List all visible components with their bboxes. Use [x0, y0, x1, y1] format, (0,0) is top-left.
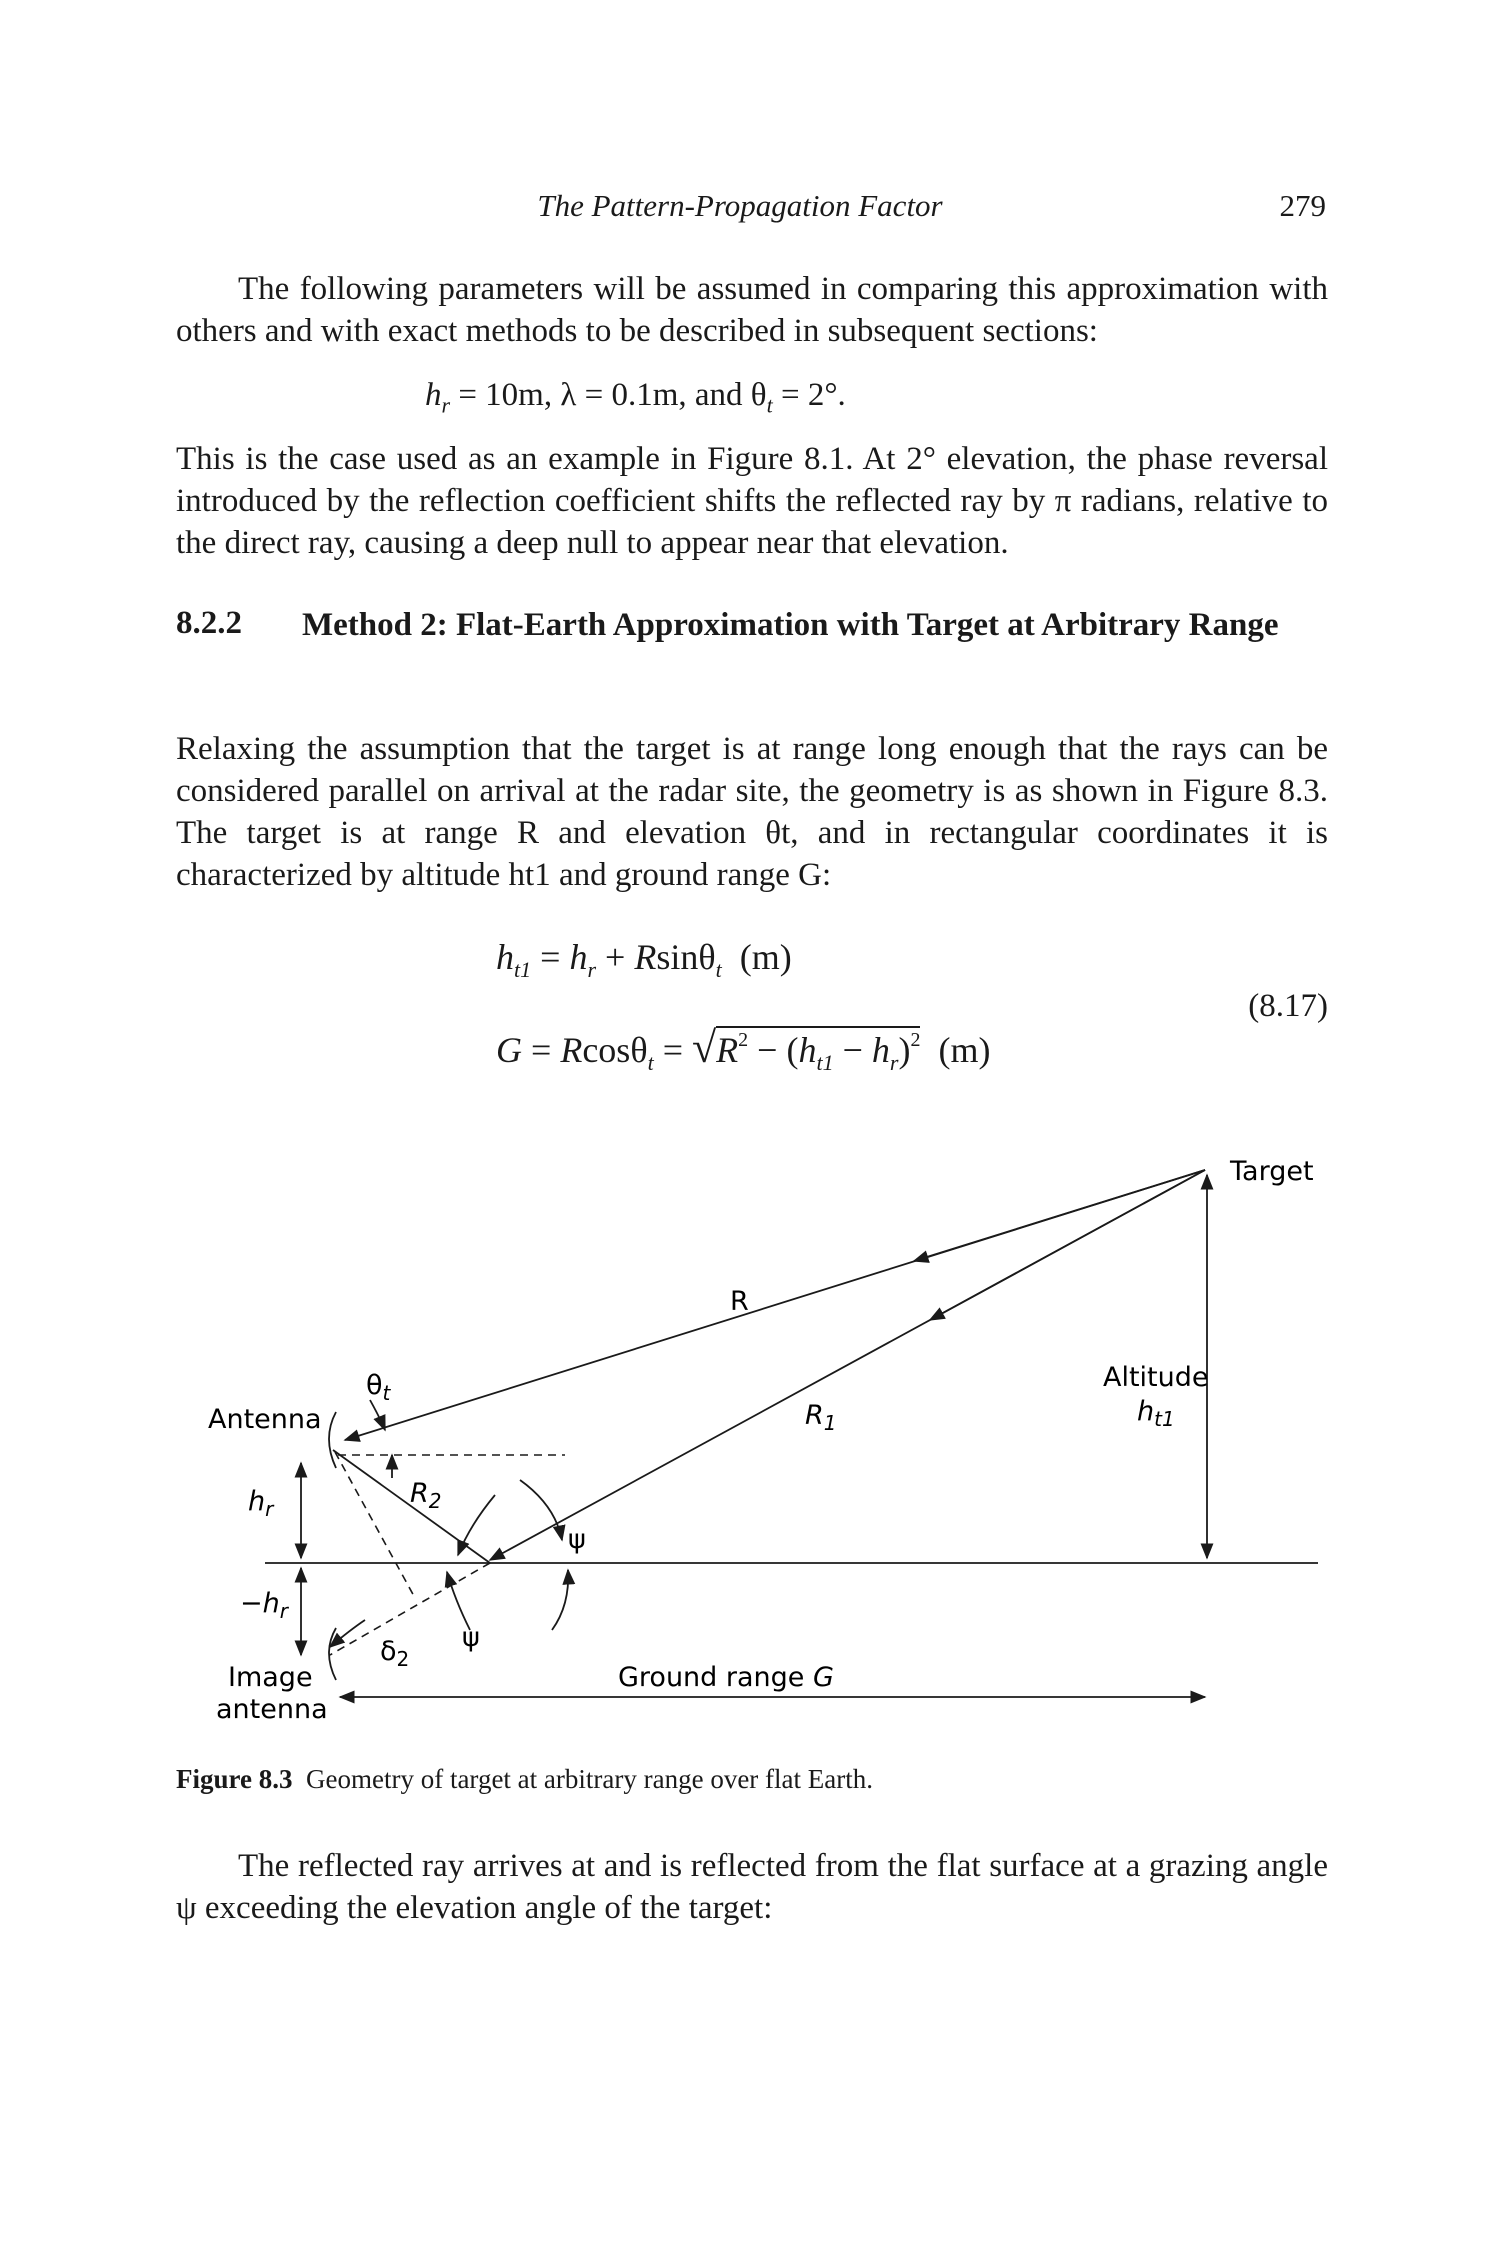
- delta-arrow: [330, 1620, 365, 1647]
- eq1-unit: (m): [739, 937, 792, 977]
- equation-number: (8.17): [1248, 988, 1328, 1024]
- label-altitude: Altitude: [1103, 1362, 1209, 1393]
- eq2-close: ): [898, 1030, 911, 1070]
- eq2-equals-2: =: [653, 1030, 692, 1070]
- page-number: 279: [1279, 188, 1326, 223]
- label-antenna-2: antenna: [216, 1694, 328, 1725]
- psi-arc-left: [458, 1495, 495, 1555]
- label-ground-range: Ground range G: [618, 1662, 834, 1693]
- label-theta: $\theta_t$: [366, 1370, 391, 1405]
- label-antenna: Antenna: [208, 1404, 322, 1435]
- label-R1: $R_1$: [805, 1400, 837, 1435]
- eq2-G: G: [496, 1030, 522, 1070]
- label-R2: $R_2$: [410, 1478, 442, 1513]
- paragraph-2: This is the case used as an example in Figure 8.1. At 2° elevation, the phase reversal introduced by the reflection coefficient shifts the reflected ray by π radians, relative to the direct ray, causing a deep null to appear near that elevation.: [176, 441, 1328, 561]
- antenna-to-ground-dashed: [335, 1452, 415, 1598]
- eq2-unit: (m): [938, 1030, 991, 1070]
- param-values: = 10m, λ = 0.1m, and θ: [450, 377, 767, 413]
- param-hr: h: [425, 377, 442, 413]
- label-ht1: $h_{t1}$: [1137, 1396, 1175, 1431]
- paragraph-3: Relaxing the assumption that the target is at range long enough that the rays can be considered parallel on arrival at the radar site, the geometry is as shown in Figure 8.3. The target is at range R and elevation θt, and in rectangular coordinates it is characterized by altitude ht1 and ground range G:: [176, 731, 1328, 893]
- label-hr: $h_r$: [248, 1486, 274, 1521]
- eq2-hr-sub: r: [889, 1050, 899, 1075]
- label-target: Target: [1230, 1156, 1314, 1187]
- eq1-R: R: [634, 937, 657, 977]
- eq2-R: R: [560, 1030, 583, 1070]
- eq1-lhs-sub: t1: [514, 957, 532, 982]
- eq1-theta-sub: t: [715, 957, 722, 982]
- direct-ray-arrow: [914, 1170, 1205, 1261]
- eq2-R2: R: [716, 1030, 739, 1070]
- param-theta-sub: t: [766, 392, 773, 418]
- eq1-sin: sin: [656, 937, 699, 977]
- eq2-equals: =: [522, 1030, 561, 1070]
- eq2-cos: cos: [582, 1030, 631, 1070]
- paragraph-1: The following parameters will be assumed in comparing this approximation with others and with exact methods to be described in subsequent sections:: [176, 271, 1328, 349]
- eq2-ht-sub: t1: [816, 1050, 834, 1075]
- label-neg-hr: $-h_r$: [240, 1588, 288, 1623]
- eq2-exp-R: 2: [738, 1029, 749, 1051]
- eq2-hr: h: [871, 1030, 890, 1070]
- caption-text: Geometry of target at arbitrary range over flat Earth.: [306, 1764, 873, 1794]
- param-theta-value: = 2°.: [772, 377, 846, 413]
- eq1-plus: +: [596, 937, 635, 977]
- antenna-bracket: [329, 1412, 336, 1468]
- caption-label: Figure 8.3: [176, 1764, 293, 1794]
- label-psi-lower: ψ: [462, 1622, 480, 1653]
- eq1-lhs: h: [496, 937, 514, 977]
- psi-arc-lower: [552, 1570, 568, 1630]
- section-number: 8.2.2: [176, 605, 242, 641]
- eq2-minus-open: − (: [748, 1030, 799, 1070]
- eq2-exp: 2: [910, 1029, 921, 1051]
- figure-caption: [176, 1764, 873, 1795]
- eq1-theta: θ: [698, 937, 716, 977]
- eq1-h: h: [569, 937, 588, 977]
- sqrt-sign: √: [692, 1023, 717, 1072]
- label-R: R: [730, 1286, 749, 1317]
- reflected-ray-arrow: [930, 1170, 1205, 1320]
- label-image: Image: [228, 1662, 313, 1693]
- image-antenna-bracket: [329, 1628, 336, 1680]
- eq2-theta: θ: [630, 1030, 648, 1070]
- running-header-title: The Pattern-Propagation Factor: [537, 188, 943, 223]
- label-delta: $\delta_2$: [380, 1636, 410, 1671]
- eq2-ht: h: [798, 1030, 817, 1070]
- eq1-equals: =: [531, 937, 570, 977]
- eq2-theta-sub: t: [647, 1050, 654, 1075]
- psi-arc-upper: [520, 1480, 562, 1540]
- eq2-minus: −: [833, 1030, 872, 1070]
- section-title: Method 2: Flat-Earth Approximation with Target at Arbitrary Range: [302, 607, 1279, 643]
- eq1-h-sub: r: [587, 957, 596, 982]
- label-psi-upper: ψ: [568, 1524, 586, 1555]
- paragraph-4: The reflected ray arrives at and is reflected from the flat surface at a grazing angle ψ exceeding the elevation angle of the target:: [176, 1848, 1328, 1926]
- param-hr-sub: r: [441, 392, 451, 418]
